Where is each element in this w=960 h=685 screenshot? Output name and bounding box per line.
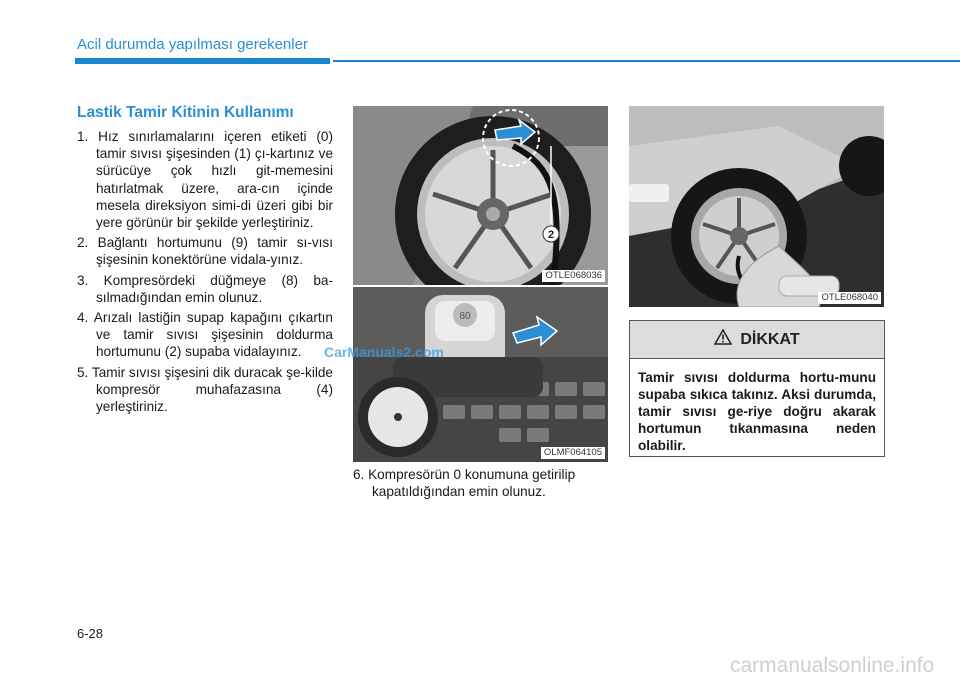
header-rule-thin (333, 60, 960, 62)
warning-text: Tamir sıvısı doldurma hortu-munu supaba sıkıca takınız. Aksi durumda, tamir sıvısı ge-riye doğru akarak hortumun tıkanmasına neden olabilir. (638, 370, 876, 453)
section-title: Lastik Tamir Kitinin Kullanımı (77, 104, 294, 121)
warning-header (630, 321, 884, 359)
section-header: Acil durumda yapılması gerekenler (77, 36, 308, 53)
step-item: 1. Hız sınırlamalarını içeren etiketi (0) tamir sıvısı şişesinden (1) çı-kartınız ve sürücüye çok hızlı git-memesini hatırlatmak üzere, ara-cın içinde mesela direksiyon simi-di üzeri gibi bir yere görünür bir şekilde yerleştiriniz. (77, 129, 333, 231)
warning-triangle-icon (714, 329, 732, 350)
tire-valve-image (353, 106, 608, 285)
step-item: 3. Kompresördeki düğmeye (8) ba-sılmadığından emin olunuz. (77, 272, 333, 305)
step-item: 4. Arızalı lastiğin supap kapağını çıkartın ve tamir sıvısı şişesinin doldurma hortumunu (2) supaba vidalayınız. (77, 310, 333, 360)
compressor-image (353, 287, 608, 462)
step-item: 2. Bağlantı hortumunu (9) tamir sı-vısı şişesinin konektörüne vidala-yınız. (77, 235, 333, 268)
svg-text:80: 80 (459, 311, 471, 322)
warning-title: DİKKAT (740, 330, 800, 348)
step-item: 6. Kompresörün 0 konumuna getirilip kapatıldığından emin olunuz. (353, 467, 576, 500)
header-rule-thick (75, 58, 330, 64)
watermark: CarManuals2.com (324, 344, 444, 360)
steps-list (77, 128, 333, 418)
image-code: OTLE068040 (818, 292, 881, 304)
step-item: 5. Tamir sıvısı şişesini dik duracak şe-kilde kompresör muhafazasına (4) yerleştiriniz. (77, 364, 333, 415)
image-code: OLMF064105 (541, 447, 605, 459)
warning-box (629, 320, 885, 457)
page-number: 6-28 (77, 626, 104, 641)
image-code: OTLE068036 (542, 270, 605, 282)
car-wheel-image (629, 106, 884, 307)
footer-site: carmanualsonline.info (730, 654, 935, 677)
callout-number: 2 (547, 229, 555, 241)
